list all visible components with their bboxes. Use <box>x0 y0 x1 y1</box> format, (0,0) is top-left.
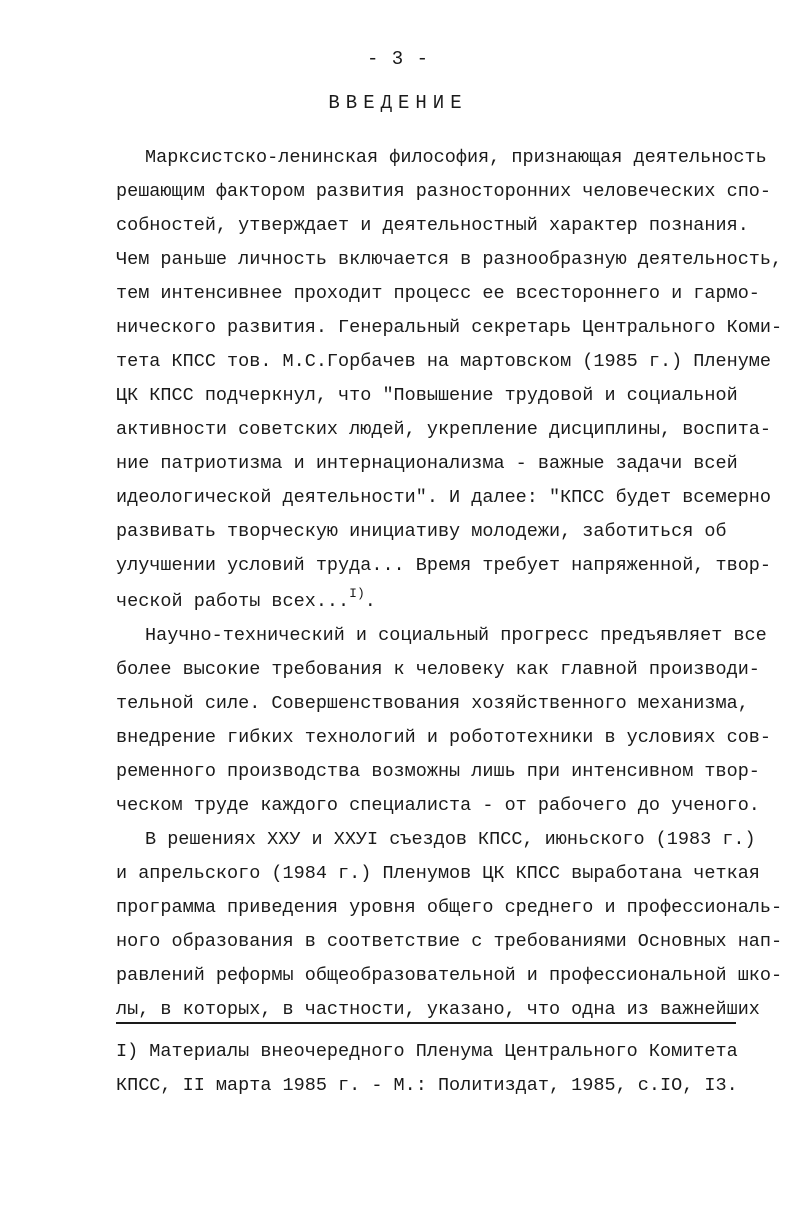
body-line: равлений реформы общеобразовательной и профессиональной шко- <box>116 965 783 986</box>
body-line: ческом труде каждого специалиста - от рабочего до ученого. <box>116 795 760 816</box>
body-line: ременного производства возможны лишь при интенсивном твор- <box>116 761 760 782</box>
footnote-line: I) Материалы внеочередного Пленума Центрального Комитета <box>116 1041 738 1062</box>
body-line: ного образования в соответствие с требованиями Основных нап- <box>116 931 783 952</box>
body-line: Чем раньше личность включается в разнообразную деятельность, <box>116 249 783 270</box>
body-line: В решениях XXУ и XXУI съездов КПСС, июньского (1983 г.) <box>145 829 756 850</box>
section-heading: ВВЕДЕНИЕ <box>328 92 468 114</box>
body-line: решающим фактором развития разносторонних человеческих спо- <box>116 181 772 202</box>
body-line: ние патриотизма и интернационализма - важные задачи всей <box>116 453 738 474</box>
body-line: более высокие требования к человеку как главной производи- <box>116 659 760 680</box>
body-line: тельной силе. Совершенствования хозяйственного механизма, <box>116 693 749 714</box>
footnote-reference-trailing: . <box>364 591 376 612</box>
body-line: программа приведения уровня общего среднего и профессиональ- <box>116 897 783 918</box>
body-line: тета КПСС тов. М.С.Горбачев на мартовском (1985 г.) Пленуме <box>116 351 772 372</box>
body-line: собностей, утверждает и деятельностный характер познания. <box>116 215 749 236</box>
body-line: ЦК КПСС подчеркнул, что "Повышение трудовой и социальной <box>116 385 738 406</box>
body-line: идеологической деятельности". И далее: "КПСС будет всемерно <box>116 487 772 508</box>
body-line-text: ческой работы всех... <box>116 591 350 612</box>
body-line: Научно-технический и социальный прогресс предъявляет все <box>145 625 767 646</box>
body-line: тем интенсивнее проходит процесс ее всестороннего и гармо- <box>116 283 760 304</box>
body-line: и апрельского (1984 г.) Пленумов ЦК КПСС выработана четкая <box>116 863 760 884</box>
footnote-line: КПСС, II марта 1985 г. - М.: Политиздат, 1985, с.IO, I3. <box>116 1075 738 1096</box>
body-line: нического развития. Генеральный секретарь Центрального Коми- <box>116 317 783 338</box>
body-line: внедрение гибких технологий и робототехники в условиях сов- <box>116 727 772 748</box>
page-number: - 3 - <box>366 48 429 70</box>
body-line: развивать творческую инициативу молодежи, заботиться об <box>116 521 727 542</box>
body-line: лы, в которых, в частности, указано, что одна из важнейших <box>116 999 760 1020</box>
body-line: Марксистско-ленинская философия, признающая деятельность <box>145 147 767 168</box>
footnote-reference: I) <box>349 586 365 601</box>
body-line-with-footnote <box>116 586 376 614</box>
body-line: улучшении условий труда... Время требует напряженной, твор- <box>116 555 772 576</box>
footnote-divider <box>116 1022 736 1024</box>
body-line: активности советских людей, укрепление дисциплины, воспита- <box>116 419 772 440</box>
